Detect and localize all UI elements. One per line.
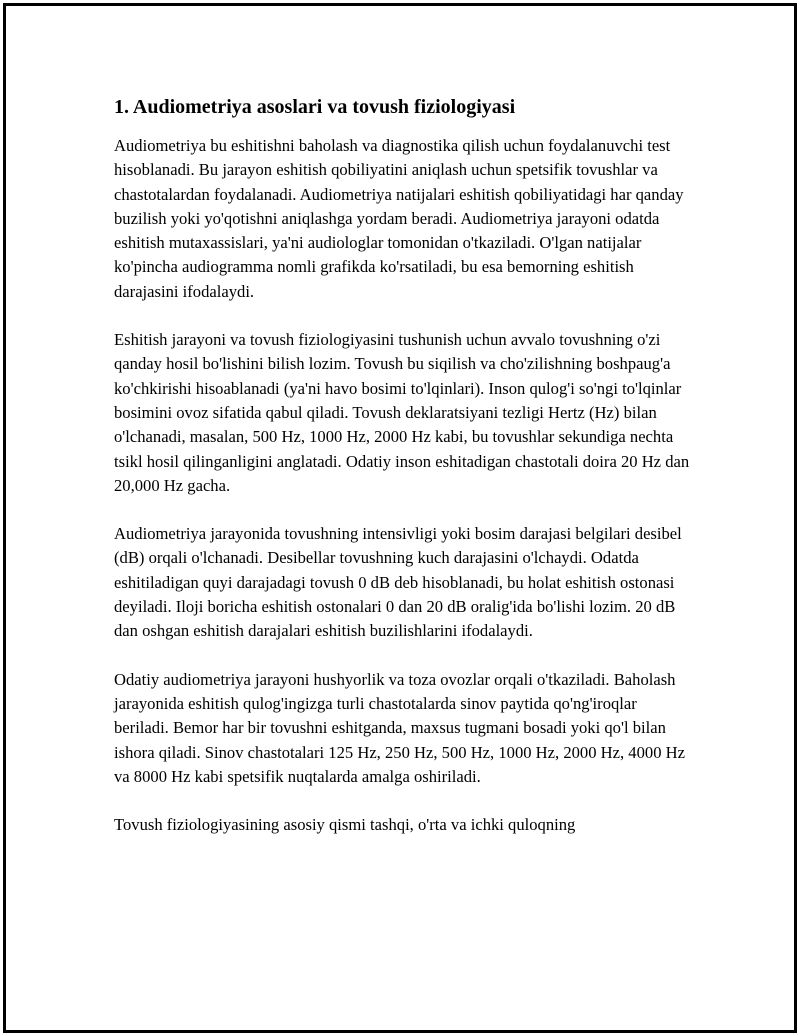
paragraph-4: Odatiy audiometriya jarayoni hushyorlik va toza ovozlar orqali o'tkaziladi. Baholash jarayonida eshitish qulog'ingizga turli chastotalarda sinov paytida qo'ng'iroqlar beriladi. Bemor har bir tovushni eshitganda, maxsus tugmani bosadi yoki qo'l bilan ishora qiladi. Sinov chastotalari 125 Hz, 250 Hz, 500 Hz, 1000 Hz, 2000 Hz, 4000 Hz va 8000 Hz kabi spetsifik nuqtalarda amalga oshiriladi.: [114, 669, 685, 786]
paragraph-2: Eshitish jarayoni va tovush fiziologiyasini tushunish uchun avvalo tovushning o'zi qanday hosil bo'lishini bilish lozim. Tovush bu siqilish va cho'zilishning boshpaug'a ko'chkirishi hisoablanadi (ya'ni havo bosimi to'lqinlari). Inson qulog'i so'ngi to'lqinlar bosimini ovoz sifatida qabul qiladi. Tovush deklaratsiyani tezligi Hertz (Hz) bilan o'lchanadi, masalan, 500 Hz, 1000 Hz, 2000 Hz kabi, bu tovushlar sekundiga nechta tsikl hosil qilinganligini anglatadi. Odatiy inson eshitadigan chastotali doira 20 Hz dan 20,000 Hz gacha.: [114, 330, 690, 495]
paragraph-5: Tovush fiziologiyasining asosiy qismi tashqi, o'rta va ichki quloqning: [114, 815, 576, 835]
paragraph-3: Audiometriya jarayonida tovushning intensivligi yoki bosim darajasi belgilari desibel (dB) orqali o'lchanadi. Desibellar tovushning kuch darajasini o'lchaydi. Odatda eshitiladigan quyi darajadagi tovush 0 dB deb hisoblanadi, bu holat eshitish ostonasi deyiladi. Iloji boricha eshitish ostonalari 0 dan 20 dB oralig'ida bo'lishi lozim. 20 dB dan oshgan eshitish darajalari eshitish buzilishlarini ifodalaydi.: [114, 524, 682, 641]
document-body: [114, 94, 694, 861]
paragraph-1: Audiometriya bu eshitishni baholash va diagnostika qilish uchun foydalanuvchi test hisoblanadi. Bu jarayon eshitish qobiliyatini aniqlash uchun spetsifik tovushlar va chastotalardan foydalanadi. Audiometriya natijalari eshitish qobiliyatidagi har qanday buzilish yoki yo'qotishni aniqlashga yordam beradi. Audiometriya jarayoni odatda eshitish mutaxassislari, ya'ni audiologlar tomonidan o'tkaziladi. O'lgan natijalar ko'pincha audiogramma nomli grafikda ko'rsatiladi, bu esa bemorning eshitish darajasini ifodalaydi.: [114, 136, 684, 301]
section-title: 1. Audiometriya asoslari va tovush fiziologiyasi: [114, 96, 516, 118]
